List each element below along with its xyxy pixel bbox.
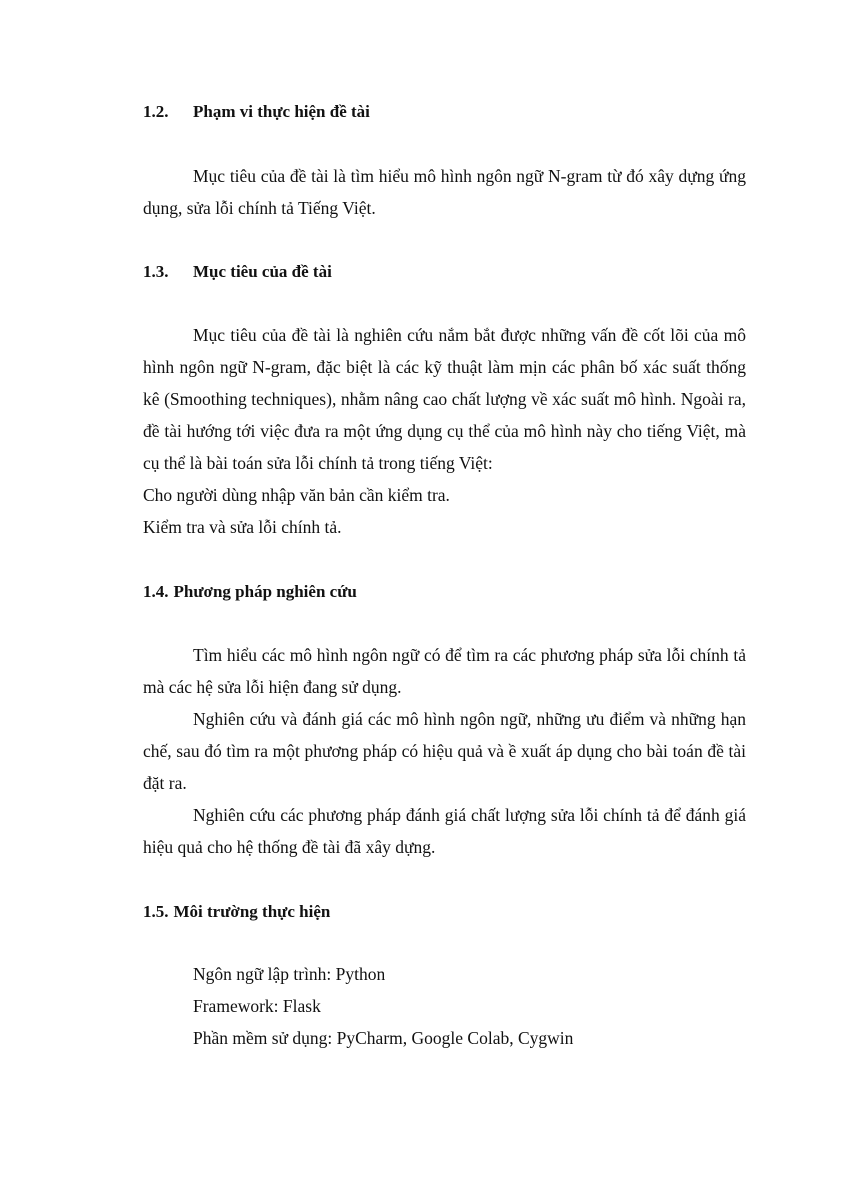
section-number: 1.4. [143,582,169,601]
section-title: Phương pháp nghiên cứu [173,582,357,601]
section-heading-1-4 [143,582,357,602]
section-heading-1-2 [143,102,370,122]
text-line: Cho người dùng nhập văn bản cần kiểm tra. [143,485,450,505]
text-line: Kiểm tra và sửa lỗi chính tả. [143,517,342,537]
section-title: Mục tiêu của đề tài [193,262,332,281]
text-line: Framework: Flask [193,996,321,1016]
section-number: 1.2. [143,102,169,121]
section-number: 1.5. [143,902,169,921]
section-heading-1-3 [143,262,332,282]
text-line: Phần mềm sử dụng: PyCharm, Google Colab, Cygwin [193,1028,574,1048]
paragraph: Nghiên cứu các phương pháp đánh giá chất lượng sửa lỗi chính tả để đánh giá hiệu quả cho hệ thống đề tài đã xây dựng. [143,805,746,857]
paragraph: Mục tiêu của đề tài là nghiên cứu nắm bắt được những vấn đề cốt lõi của mô hình ngôn ngữ N-gram, đặc biệt là các kỹ thuật làm mịn các phân bố xác suất thống kê (Smoothing techniques), nhằm nâng cao chất lượng về xác suất mô hình. Ngoài ra, đề tài hướng tới việc đưa ra một ứng dụng cụ thể của mô hình này cho tiếng Việt, mà cụ thể là bài toán sửa lỗi chính tả trong tiếng Việt: [143,325,746,473]
paragraph: Tìm hiểu các mô hình ngôn ngữ có để tìm ra các phương pháp sửa lỗi chính tả mà các hệ sửa lỗi hiện đang sử dụng. [143,645,746,697]
text-line: Ngôn ngữ lập trình: Python [193,964,386,984]
section-title: Môi trường thực hiện [173,902,331,921]
section-heading-1-5 [143,902,330,922]
section-number: 1.3. [143,262,169,281]
section-title: Phạm vi thực hiện đề tài [193,102,370,121]
paragraph: Mục tiêu của đề tài là tìm hiểu mô hình ngôn ngữ N-gram từ đó xây dựng ứng dụng, sửa lỗi chính tả Tiếng Việt. [143,166,746,218]
paragraph: Nghiên cứu và đánh giá các mô hình ngôn ngữ, những ưu điểm và những hạn chế, sau đó tìm ra một phương pháp có hiệu quả và ề xuất áp dụng cho bài toán đề tài đặt ra. [143,709,746,793]
